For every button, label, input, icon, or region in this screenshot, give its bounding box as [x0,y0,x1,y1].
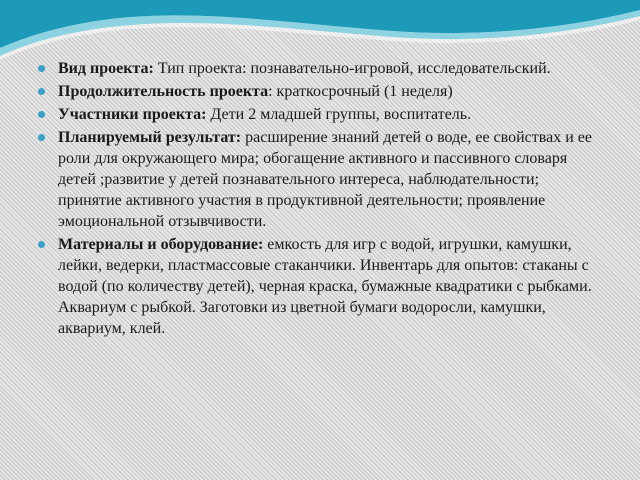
bullet-icon [38,241,45,248]
item-value: Дети 2 младшей группы, воспитатель. [206,106,472,123]
item-label: Материалы и оборудование: [58,236,264,253]
list-item-materials [36,234,596,339]
item-label: Участники проекта: [58,106,207,123]
item-value: расширение знаний детей о воде, ее свойствах и ее роли для окружающего мира; обогащение активного и пассивного словаря детей ;развитие у детей познавательного интереса, наблюдательности; принятие активного участия в продуктивной деятельности; проявление эмоциональной отзывчивости. [58,129,592,230]
item-label: Продолжительность проекта [58,83,269,100]
list-item-project-type [36,58,596,79]
bullet-icon [38,88,45,95]
bullet-icon [38,65,45,72]
item-value: емкость для игр с водой, игрушки, камушки, лейки, ведерки, пластмассовые стаканчики. Инвентарь для опытов: стаканы с водой (по количеству детей), черная краска, бумажные квадратики с рыбками. Аквариум с рыбкой. Заготовки из цветной бумаги водоросли, камушки, аквариум, клей. [58,236,592,337]
item-value: Тип проекта: познавательно-игровой, исследовательский. [153,60,551,77]
bullet-icon [38,134,45,141]
list-item-project-participants [36,104,596,125]
bullet-icon [38,111,45,118]
list-item-planned-result [36,127,596,232]
item-value: : краткосрочный (1 неделя) [268,83,453,100]
list-item-project-duration [36,81,596,102]
item-label: Планируемый результат: [58,129,242,146]
item-label: Вид проекта: [58,60,154,77]
project-info-list [36,58,596,341]
